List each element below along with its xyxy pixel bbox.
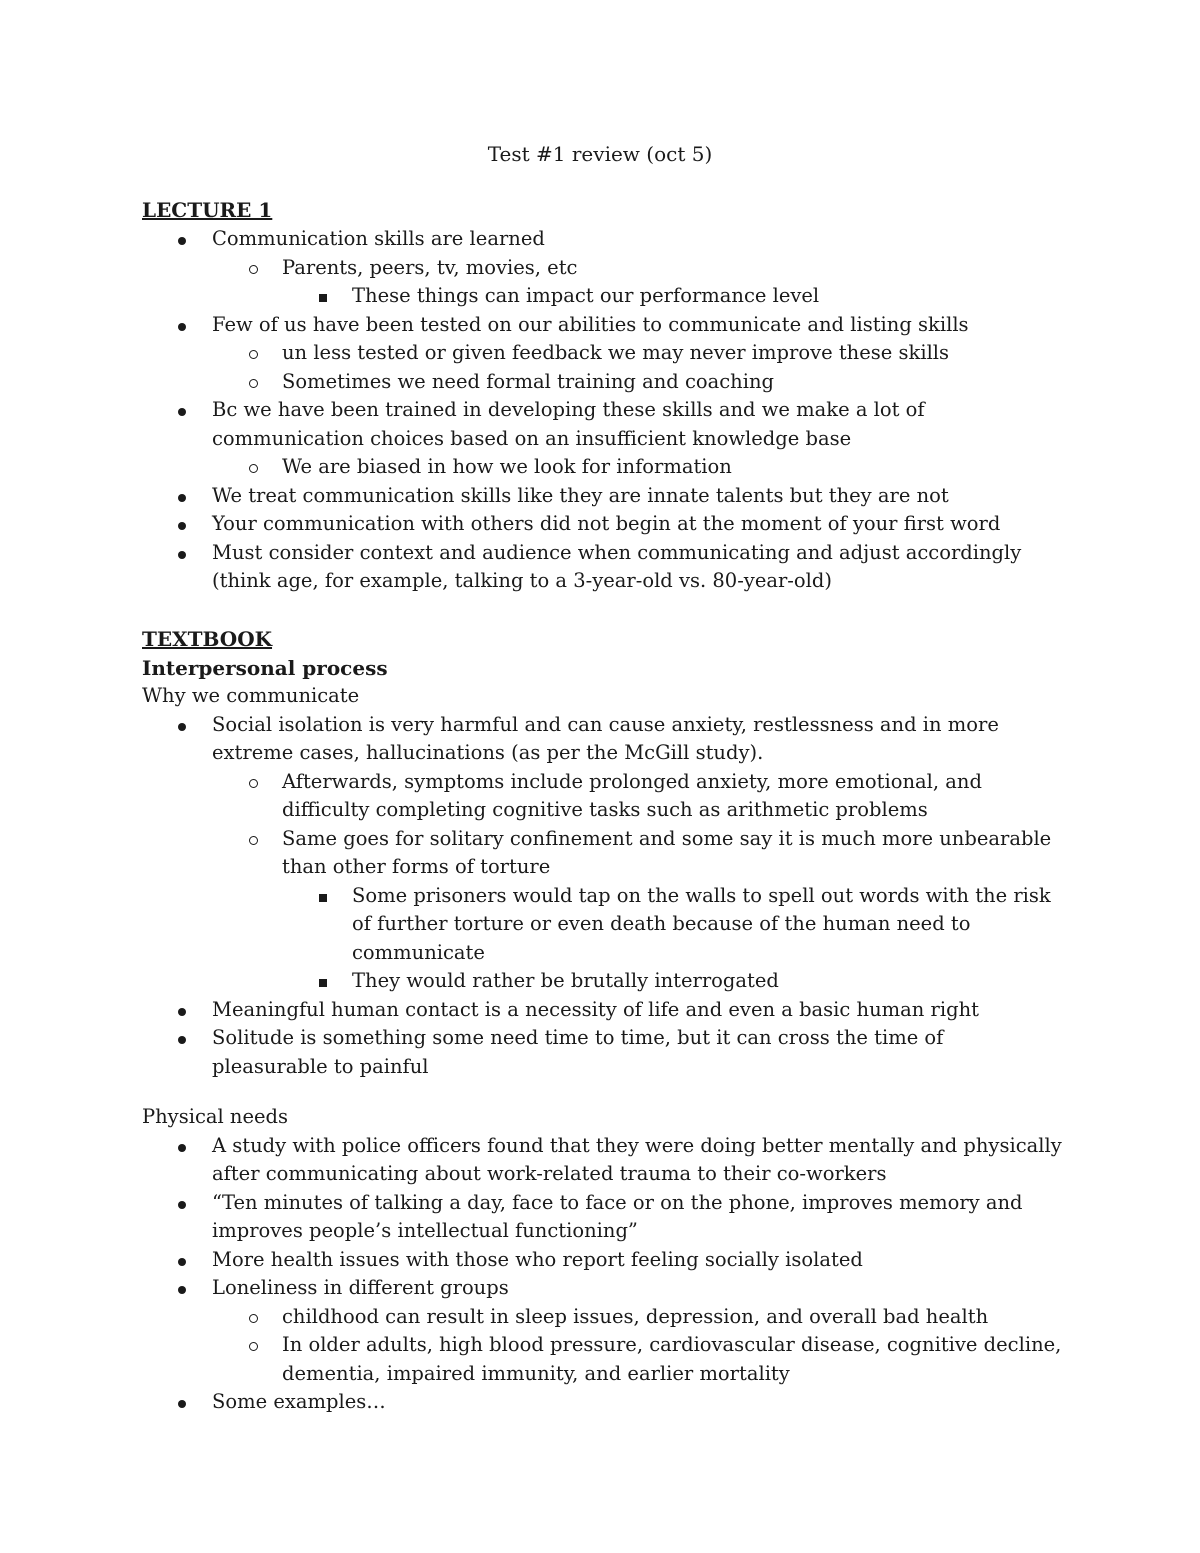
list-item-text: We treat communication skills like they are innate talents but they are not [212,483,949,507]
list-item [142,1246,1062,1275]
list-item-text: Communication skills are learned [212,227,545,250]
list-item [142,510,1062,539]
list-item-text: Solitude is something some need time to time, but it can cross the time of pleasurable to painful [212,1026,944,1078]
sub-list [142,254,1062,311]
document-body [142,195,1062,1417]
bullet-icon [178,1008,186,1016]
list-item [142,225,1062,311]
sub-sub-list [212,882,1062,996]
list-item-text: They would rather be brutally interrogated [352,969,779,992]
list-item [142,482,1062,511]
list-item-text: More health issues with those who report feeling socially isolated [212,1247,863,1271]
circle-bullet-icon [249,379,258,388]
bullet-icon [178,408,186,416]
sub-sub-list [212,282,1062,311]
section-heading-textbook: TEXTBOOK [142,626,273,651]
list-item-text: Few of us have been tested on our abilities to communicate and listing skills [212,312,969,336]
bullet-icon [178,237,186,245]
spacer [142,1081,1062,1103]
list-item-text: We are biased in how we look for information [282,455,732,478]
list-item [212,254,1062,311]
list-item [142,396,1062,482]
label-physical-needs: Physical needs [142,1105,289,1128]
bullet-icon [178,1144,186,1152]
list-item-text: Sometimes we need formal training and coaching [282,369,774,393]
list-item-text: Parents, peers, tv, movies, etc [282,255,578,279]
list-item-text: Must consider context and audience when communicating and adjust accordingly (think age, for example, talking to a 3-year-old vs. 80-year-old) [212,540,1022,592]
document-title: Test #1 review (oct 5) [487,142,713,166]
list-item [142,996,1062,1025]
why-we-communicate-list [142,711,1062,1082]
circle-bullet-icon [249,1314,258,1323]
bullet-icon [178,494,186,502]
physical-needs-list [142,1132,1062,1417]
list-item [142,1388,1062,1417]
circle-bullet-icon [249,779,258,788]
list-item [212,768,1062,825]
list-item-text: A study with police officers found that they were doing better mentally and physically after communicating about work-related trauma to their co-workers [212,1133,1062,1185]
list-item-text: Meaningful human contact is a necessity of life and even a basic human right [212,997,979,1021]
subheading-interpersonal-process: Interpersonal process [142,655,388,680]
list-item [212,1303,1062,1332]
list-item-text: un less tested or given feedback we may never improve these skills [282,341,950,364]
section-heading-lecture-1: LECTURE 1 [142,198,273,222]
list-item [212,339,1062,368]
list-item [142,1024,1062,1081]
spacer [142,596,1062,624]
square-bullet-icon [319,294,327,302]
bullet-icon [178,1201,186,1209]
circle-bullet-icon [249,265,258,274]
sub-list [142,1303,1062,1389]
list-item-text: Your communication with others did not begin at the moment of your first word [212,512,1001,535]
list-item-text: These things can impact our performance level [352,284,820,307]
square-bullet-icon [319,894,327,902]
list-item [142,539,1062,596]
circle-bullet-icon [249,464,258,473]
label-why-we-communicate: Why we communicate [142,684,360,707]
circle-bullet-icon [249,350,258,359]
list-item [212,1331,1062,1388]
list-item-text: Afterwards, symptoms include prolonged anxiety, more emotional, and difficulty completing cognitive tasks such as arithmetic problems [282,769,982,821]
list-item [142,711,1062,996]
bullet-icon [178,723,186,731]
list-item-text: Social isolation is very harmful and can cause anxiety, restlessness and in more extreme cases, hallucinations (as per the McGill study). [212,712,999,764]
lecture-1-list [142,225,1062,596]
list-item [282,282,1062,311]
list-item-text: Bc we have been trained in developing these skills and we make a lot of communication choices based on an insufficient knowledge base [212,398,925,450]
list-item-text: Same goes for solitary confinement and some say it is much more unbearable than other forms of torture [282,826,1052,878]
bullet-icon [178,1400,186,1408]
circle-bullet-icon [249,1342,258,1351]
sub-list [142,768,1062,996]
list-item-text: Loneliness in different groups [212,1276,509,1299]
bullet-icon [178,1036,186,1044]
sub-list [142,453,1062,482]
bullet-icon [178,323,186,331]
list-item [212,368,1062,397]
square-bullet-icon [319,979,327,987]
list-item-text: Some examples… [212,1390,386,1413]
bullet-icon [178,551,186,559]
bullet-icon [178,1258,186,1266]
list-item [282,882,1062,968]
list-item [142,1274,1062,1388]
list-item [282,967,1062,996]
list-item [142,1189,1062,1246]
circle-bullet-icon [249,836,258,845]
bullet-icon [178,1286,186,1294]
list-item [142,311,1062,397]
list-item-text: childhood can result in sleep issues, depression, and overall bad health [282,1304,989,1328]
list-item-text: In older adults, high blood pressure, cardiovascular disease, cognitive decline, dementia, impaired immunity, and earlier mortality [282,1333,1062,1385]
list-item-text: Some prisoners would tap on the walls to spell out words with the risk of further torture or even death because of the human need to communicate [352,883,1051,964]
bullet-icon [178,522,186,530]
list-item [142,1132,1062,1189]
list-item [212,453,1062,482]
sub-list [142,339,1062,396]
list-item-text: “Ten minutes of talking a day, face to face or on the phone, improves memory and improves people’s intellectual functioning” [212,1190,1023,1242]
list-item [212,825,1062,996]
